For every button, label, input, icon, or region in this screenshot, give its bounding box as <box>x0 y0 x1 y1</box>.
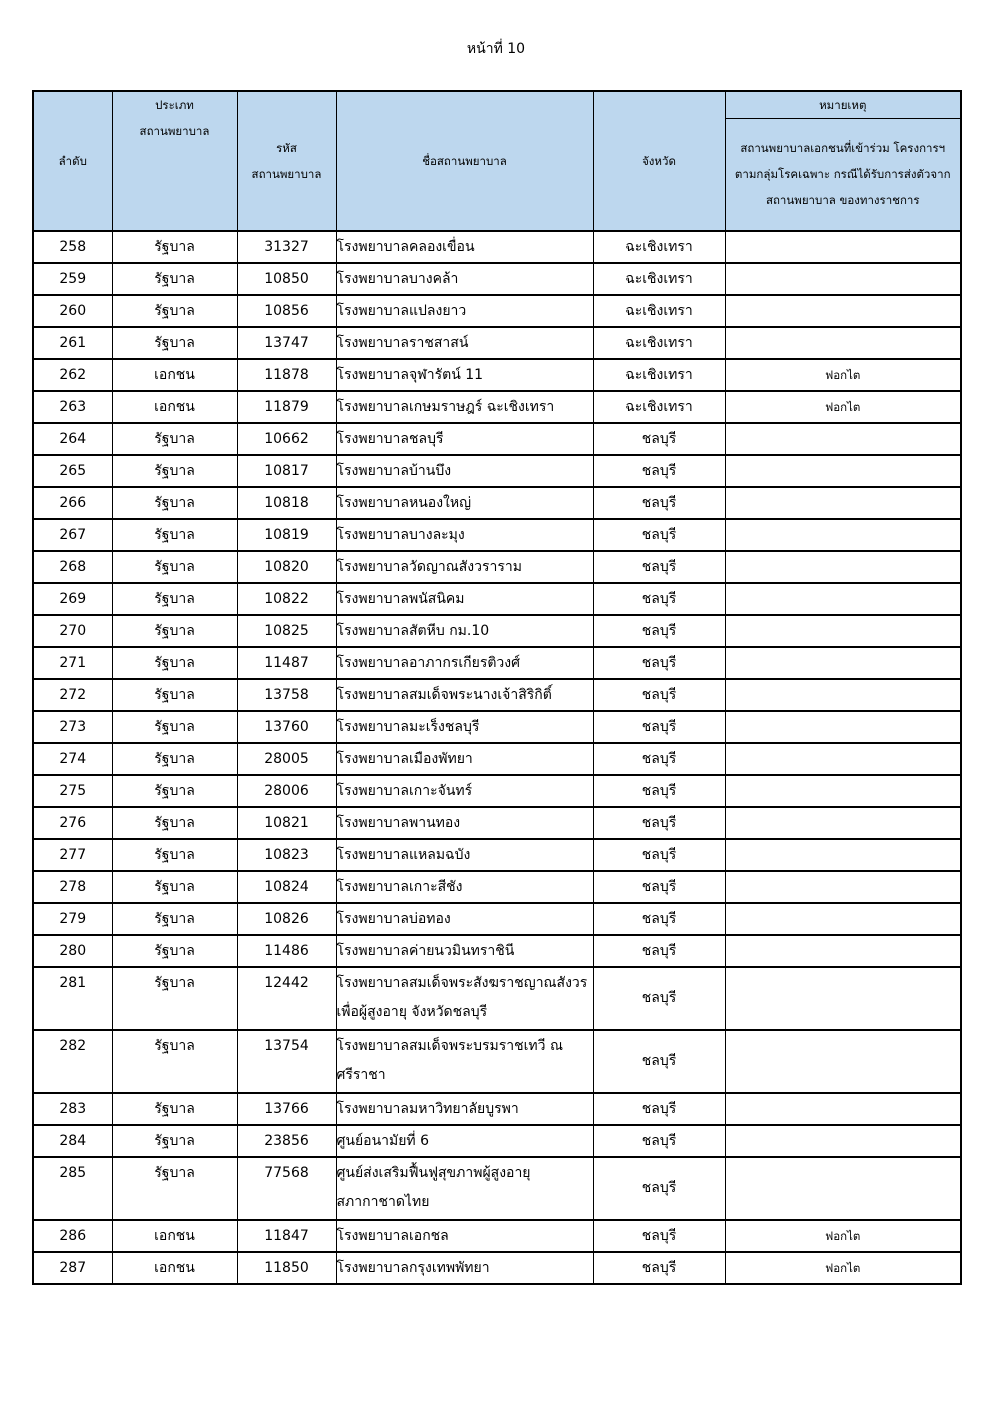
table-row <box>33 359 961 391</box>
row-order: 282 <box>33 1030 112 1093</box>
row-province: ชลบุรี <box>593 775 725 807</box>
row-order: 278 <box>33 871 112 903</box>
row-province: ชลบุรี <box>593 711 725 743</box>
header-order: ลำดับ <box>33 91 112 231</box>
row-type: รัฐบาล <box>112 871 237 903</box>
row-hospital-name: ศูนย์ส่งเสริมฟื้นฟูสุขภาพผู้สูงอายุ สภากาชาดไทย <box>336 1157 593 1220</box>
row-remark <box>725 775 961 807</box>
row-province: ชลบุรี <box>593 615 725 647</box>
row-remark <box>725 551 961 583</box>
table-row <box>33 743 961 775</box>
row-code: 10819 <box>237 519 336 551</box>
row-order: 286 <box>33 1220 112 1252</box>
row-province: ชลบุรี <box>593 743 725 775</box>
table-row <box>33 615 961 647</box>
row-province: ฉะเชิงเทรา <box>593 359 725 391</box>
header-province: จังหวัด <box>593 91 725 231</box>
row-remark <box>725 679 961 711</box>
row-order: 262 <box>33 359 112 391</box>
table-row <box>33 679 961 711</box>
table-row <box>33 775 961 807</box>
row-province: ชลบุรี <box>593 903 725 935</box>
table-row <box>33 935 961 967</box>
row-order: 274 <box>33 743 112 775</box>
row-remark <box>725 743 961 775</box>
row-type: รัฐบาล <box>112 967 237 1030</box>
table-row <box>33 1030 961 1093</box>
row-remark <box>725 711 961 743</box>
row-order: 275 <box>33 775 112 807</box>
table-row <box>33 871 961 903</box>
row-province: ชลบุรี <box>593 1220 725 1252</box>
row-order: 273 <box>33 711 112 743</box>
row-type: รัฐบาล <box>112 935 237 967</box>
table-row <box>33 583 961 615</box>
hospital-table-body <box>33 231 961 1284</box>
row-type: เอกชน <box>112 1252 237 1284</box>
row-type: รัฐบาล <box>112 327 237 359</box>
row-order: 272 <box>33 679 112 711</box>
row-order: 283 <box>33 1093 112 1125</box>
row-remark <box>725 615 961 647</box>
row-type: รัฐบาล <box>112 1093 237 1125</box>
row-remark <box>725 839 961 871</box>
row-code: 11847 <box>237 1220 336 1252</box>
row-code: 11850 <box>237 1252 336 1284</box>
row-order: 270 <box>33 615 112 647</box>
row-remark <box>725 967 961 1030</box>
row-hospital-name: โรงพยาบาลสมเด็จพระบรมราชเทวี ณ ศรีราชา <box>336 1030 593 1093</box>
row-province: ชลบุรี <box>593 839 725 871</box>
row-order: 279 <box>33 903 112 935</box>
table-row <box>33 903 961 935</box>
row-type: รัฐบาล <box>112 743 237 775</box>
row-province: ชลบุรี <box>593 1030 725 1093</box>
row-order: 266 <box>33 487 112 519</box>
table-row <box>33 519 961 551</box>
row-order: 281 <box>33 967 112 1030</box>
row-remark <box>725 871 961 903</box>
row-type: เอกชน <box>112 1220 237 1252</box>
row-remark <box>725 455 961 487</box>
row-code: 11879 <box>237 391 336 423</box>
row-code: 11486 <box>237 935 336 967</box>
row-hospital-name: โรงพยาบาลเกษมราษฎร์ ฉะเชิงเทรา <box>336 391 593 423</box>
row-code: 10817 <box>237 455 336 487</box>
row-code: 13766 <box>237 1093 336 1125</box>
row-order: 265 <box>33 455 112 487</box>
row-type: รัฐบาล <box>112 551 237 583</box>
table-row <box>33 807 961 839</box>
row-province: ฉะเชิงเทรา <box>593 295 725 327</box>
row-order: 264 <box>33 423 112 455</box>
header-code: รหัส สถานพยาบาล <box>237 91 336 231</box>
row-code: 13758 <box>237 679 336 711</box>
row-remark <box>725 295 961 327</box>
row-order: 268 <box>33 551 112 583</box>
row-code: 10824 <box>237 871 336 903</box>
row-hospital-name: โรงพยาบาลแหลมฉบัง <box>336 839 593 871</box>
table-row <box>33 327 961 359</box>
row-remark <box>725 487 961 519</box>
row-order: 259 <box>33 263 112 295</box>
row-remark <box>725 1125 961 1157</box>
row-hospital-name: โรงพยาบาลบางละมุง <box>336 519 593 551</box>
row-type: รัฐบาล <box>112 231 237 263</box>
row-type: รัฐบาล <box>112 1030 237 1093</box>
row-code: 10850 <box>237 263 336 295</box>
row-province: ชลบุรี <box>593 967 725 1030</box>
table-row <box>33 1220 961 1252</box>
row-remark <box>725 1157 961 1220</box>
row-type: รัฐบาล <box>112 583 237 615</box>
table-row <box>33 1093 961 1125</box>
row-code: 10821 <box>237 807 336 839</box>
table-row <box>33 967 961 1030</box>
row-order: 280 <box>33 935 112 967</box>
row-order: 287 <box>33 1252 112 1284</box>
row-hospital-name: ศูนย์อนามัยที่ 6 <box>336 1125 593 1157</box>
row-type: รัฐบาล <box>112 679 237 711</box>
table-row <box>33 231 961 263</box>
row-order: 260 <box>33 295 112 327</box>
row-order: 271 <box>33 647 112 679</box>
row-province: ชลบุรี <box>593 1157 725 1220</box>
row-hospital-name: โรงพยาบาลมหาวิทยาลัยบูรพา <box>336 1093 593 1125</box>
row-remark: ฟอกไต <box>725 391 961 423</box>
table-row <box>33 839 961 871</box>
row-code: 10856 <box>237 295 336 327</box>
row-order: 267 <box>33 519 112 551</box>
row-code: 10662 <box>237 423 336 455</box>
table-row <box>33 1125 961 1157</box>
row-type: รัฐบาล <box>112 1125 237 1157</box>
row-order: 258 <box>33 231 112 263</box>
row-province: ชลบุรี <box>593 647 725 679</box>
row-order: 277 <box>33 839 112 871</box>
row-hospital-name: โรงพยาบาลบ้านบึง <box>336 455 593 487</box>
row-code: 10818 <box>237 487 336 519</box>
row-remark <box>725 231 961 263</box>
row-type: รัฐบาล <box>112 903 237 935</box>
row-province: ฉะเชิงเทรา <box>593 231 725 263</box>
header-remark: หมายเหตุ <box>725 91 961 119</box>
row-type: รัฐบาล <box>112 423 237 455</box>
row-remark <box>725 903 961 935</box>
row-remark: ฟอกไต <box>725 359 961 391</box>
row-order: 261 <box>33 327 112 359</box>
header-name: ชื่อสถานพยาบาล <box>336 91 593 231</box>
row-hospital-name: โรงพยาบาลคลองเขื่อน <box>336 231 593 263</box>
row-hospital-name: โรงพยาบาลหนองใหญ่ <box>336 487 593 519</box>
row-order: 284 <box>33 1125 112 1157</box>
row-province: ชลบุรี <box>593 679 725 711</box>
row-remark <box>725 1093 961 1125</box>
row-province: ชลบุรี <box>593 423 725 455</box>
row-type: เอกชน <box>112 391 237 423</box>
row-order: 269 <box>33 583 112 615</box>
row-province: ชลบุรี <box>593 583 725 615</box>
row-province: ชลบุรี <box>593 807 725 839</box>
row-type: รัฐบาล <box>112 711 237 743</box>
row-code: 28005 <box>237 743 336 775</box>
table-row <box>33 647 961 679</box>
row-remark <box>725 1030 961 1093</box>
row-code: 10820 <box>237 551 336 583</box>
row-order: 276 <box>33 807 112 839</box>
row-hospital-name: โรงพยาบาลอาภากรเกียรติวงศ์ <box>336 647 593 679</box>
row-code: 13747 <box>237 327 336 359</box>
row-code: 12442 <box>237 967 336 1030</box>
row-hospital-name: โรงพยาบาลพนัสนิคม <box>336 583 593 615</box>
row-type: รัฐบาล <box>112 647 237 679</box>
row-hospital-name: โรงพยาบาลเอกชล <box>336 1220 593 1252</box>
row-remark <box>725 807 961 839</box>
row-code: 11878 <box>237 359 336 391</box>
row-type: รัฐบาล <box>112 839 237 871</box>
row-hospital-name: โรงพยาบาลบ่อทอง <box>336 903 593 935</box>
row-code: 13754 <box>237 1030 336 1093</box>
row-code: 11487 <box>237 647 336 679</box>
row-hospital-name: โรงพยาบาลเกาะจันทร์ <box>336 775 593 807</box>
row-hospital-name: โรงพยาบาลพานทอง <box>336 807 593 839</box>
row-hospital-name: โรงพยาบาลค่ายนวมินทราชินี <box>336 935 593 967</box>
row-hospital-name: โรงพยาบาลราชสาสน์ <box>336 327 593 359</box>
header-remark-sub: สถานพยาบาลเอกชนที่เข้าร่วม โครงการฯ ตามกลุ่มโรคเฉพาะ กรณีได้รับการส่งตัวจากสถานพยาบาล ของทางราชการ <box>725 119 961 231</box>
row-type: รัฐบาล <box>112 455 237 487</box>
table-row <box>33 551 961 583</box>
row-remark: ฟอกไต <box>725 1252 961 1284</box>
row-province: ชลบุรี <box>593 519 725 551</box>
row-hospital-name: โรงพยาบาลกรุงเทพพัทยา <box>336 1252 593 1284</box>
row-hospital-name: โรงพยาบาลสมเด็จพระสังฆราชญาณสังวรเพื่อผู้สูงอายุ จังหวัดชลบุรี <box>336 967 593 1030</box>
row-province: ชลบุรี <box>593 935 725 967</box>
row-order: 285 <box>33 1157 112 1220</box>
row-province: ชลบุรี <box>593 487 725 519</box>
row-remark <box>725 519 961 551</box>
table-row <box>33 295 961 327</box>
row-code: 31327 <box>237 231 336 263</box>
row-province: ชลบุรี <box>593 551 725 583</box>
row-remark: ฟอกไต <box>725 1220 961 1252</box>
row-type: รัฐบาล <box>112 775 237 807</box>
page-number: หน้าที่ 10 <box>466 41 526 57</box>
row-type: รัฐบาล <box>112 807 237 839</box>
row-remark <box>725 327 961 359</box>
table-row <box>33 263 961 295</box>
row-hospital-name: โรงพยาบาลมะเร็งชลบุรี <box>336 711 593 743</box>
row-hospital-name: โรงพยาบาลวัดญาณสังวราราม <box>336 551 593 583</box>
row-province: ชลบุรี <box>593 455 725 487</box>
row-hospital-name: โรงพยาบาลเกาะสีชัง <box>336 871 593 903</box>
row-province: ชลบุรี <box>593 1093 725 1125</box>
row-type: รัฐบาล <box>112 295 237 327</box>
row-remark <box>725 423 961 455</box>
row-code: 77568 <box>237 1157 336 1220</box>
row-province: ชลบุรี <box>593 1252 725 1284</box>
table-row <box>33 455 961 487</box>
row-code: 13760 <box>237 711 336 743</box>
row-remark <box>725 583 961 615</box>
row-remark <box>725 647 961 679</box>
row-type: รัฐบาล <box>112 263 237 295</box>
row-province: ฉะเชิงเทรา <box>593 391 725 423</box>
row-remark <box>725 935 961 967</box>
row-type: รัฐบาล <box>112 1157 237 1220</box>
row-hospital-name: โรงพยาบาลเมืองพัทยา <box>336 743 593 775</box>
row-province: ฉะเชิงเทรา <box>593 263 725 295</box>
header-type: ประเภท สถานพยาบาล <box>112 91 237 231</box>
row-hospital-name: โรงพยาบาลบางคล้า <box>336 263 593 295</box>
row-hospital-name: โรงพยาบาลชลบุรี <box>336 423 593 455</box>
row-code: 28006 <box>237 775 336 807</box>
row-province: ชลบุรี <box>593 871 725 903</box>
row-code: 10825 <box>237 615 336 647</box>
table-row <box>33 1157 961 1220</box>
row-province: ชลบุรี <box>593 1125 725 1157</box>
table-row <box>33 391 961 423</box>
row-remark <box>725 263 961 295</box>
table-row <box>33 487 961 519</box>
row-hospital-name: โรงพยาบาลสมเด็จพระนางเจ้าสิริกิติ์ <box>336 679 593 711</box>
table-row <box>33 1252 961 1284</box>
row-code: 10826 <box>237 903 336 935</box>
row-hospital-name: โรงพยาบาลแปลงยาว <box>336 295 593 327</box>
hospital-table <box>32 90 962 1285</box>
row-province: ฉะเชิงเทรา <box>593 327 725 359</box>
row-hospital-name: โรงพยาบาลสัตหีบ กม.10 <box>336 615 593 647</box>
row-code: 10822 <box>237 583 336 615</box>
row-code: 10823 <box>237 839 336 871</box>
row-code: 23856 <box>237 1125 336 1157</box>
table-row <box>33 711 961 743</box>
row-type: เอกชน <box>112 359 237 391</box>
row-type: รัฐบาล <box>112 519 237 551</box>
table-row <box>33 423 961 455</box>
row-type: รัฐบาล <box>112 615 237 647</box>
row-order: 263 <box>33 391 112 423</box>
row-type: รัฐบาล <box>112 487 237 519</box>
row-hospital-name: โรงพยาบาลจุฬารัตน์ 11 <box>336 359 593 391</box>
